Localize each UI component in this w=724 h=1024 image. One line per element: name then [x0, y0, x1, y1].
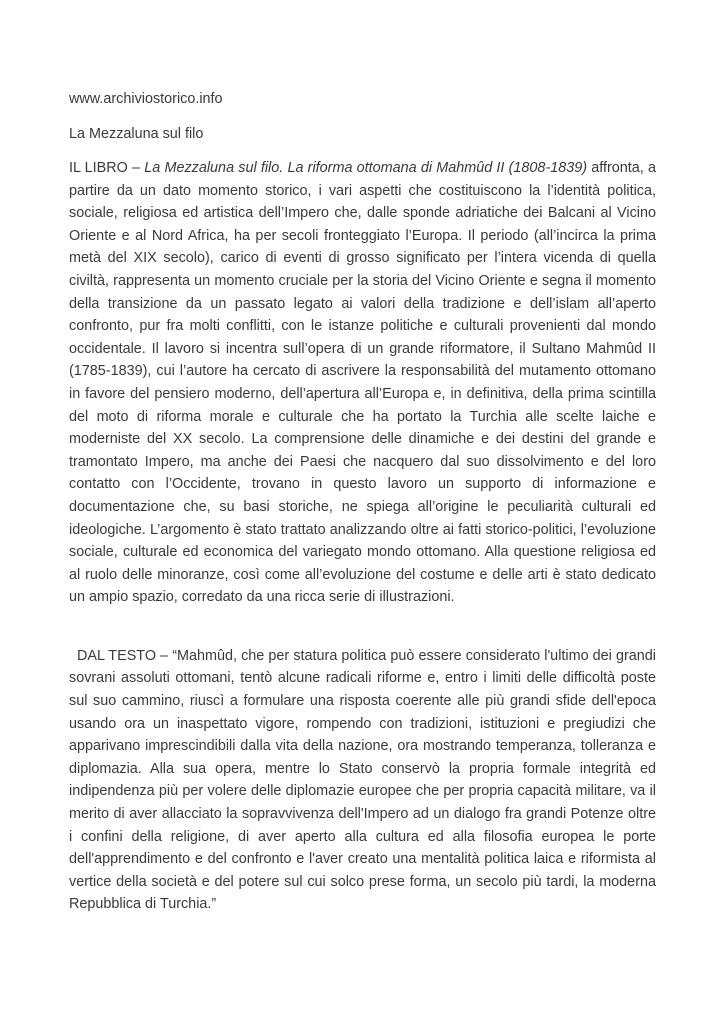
site-url: www.archiviostorico.info — [69, 91, 223, 107]
book-description-paragraph — [69, 157, 656, 609]
book-title: La Mezzaluna sul filo. La riforma ottomana di Mahmûd II (1808-1839) — [144, 160, 588, 176]
book-lead-label: IL LIBRO – — [69, 160, 145, 176]
document-title: La Mezzaluna sul filo — [69, 125, 204, 142]
document-page — [69, 88, 656, 916]
book-description-body: affronta, a partire da un dato momento storico, i vari aspetti che costituiscono la l’identità politica, sociale, religiosa ed artistica dell’Impero che, dalle sponde adriatiche dei Balcani al Vicino Oriente e al Nord Africa, ha per secoli fronteggiato l’Europa. Il periodo (all’incirca la prima metà del XIX secolo), carico di eventi di grosso significato per l’intera vicenda di quella civiltà, rappresenta un momento cruciale per la storia del Vicino Oriente e segna il momento della transizione da un passato legato ai valori della tradizione e dell’islam all’aperto confronto, pur fra molti conflitti, con le istanze politiche e culturali provenienti dal mondo occidentale. Il lavoro si incentra sull’opera di un grande riformatore, il Sultano Mahmûd II (1785-1839), cui l’autore ha cercato di ascrivere la responsabilità del mutamento ottomano in favore del pensiero moderno, dell’apertura all’Europa e, in definitiva, della prima scintilla del moto di riforma morale e culturale che ha portato la Turchia alle scelte laiche e moderniste del XX secolo. La comprensione delle dinamiche e dei destini del grande e tramontato Impero, ma anche dei Paesi che nacquero dal suo dissolvimento e del loro contatto con l’Occidente, trovano in questo lavoro un supporto di informazione e documentazione che, su basi storiche, ne spiega all’origine le peculiarità culturali ed ideologiche. L’argomento è stato trattato analizzando oltre ai fatti storico-politici, l’evoluzione sociale, culturale ed economica del variegato mondo ottomano. Alla questione religiosa ed al ruolo delle minoranze, così come all’evoluzione del costume e delle arti è stato dedicato un ampio spazio, corredato da una ricca serie di illustrazioni. — [69, 160, 656, 606]
excerpt-paragraph: DAL TESTO – “Mahmûd, che per statura politica può essere considerato l'ultimo dei grandi sovrani assoluti ottomani, tentò alcune radicali riforme e, entro i limiti delle difficoltà poste sul suo cammino, riuscì a formulare una risposta coerente alle più grandi sfide dell'epoca usando ora un inaspettato vigore, rompendo con tradizioni, istituzioni e pregiudizi che apparivano imprescindibili dalla vita della nazione, ora mostrando temperanza, tolleranza e diplomazia. Alla sua opera, mentre lo Stato conservò la propria formale integrità ed indipendenza più per volere delle diplomazie europee che per propria capacità militare, va il merito di aver allacciato la sopravvivenza dell'Impero ad un dialogo fra grandi Potenze oltre i confini della religione, di aver aperto alla cultura ed alla filosofia europea le porte dell'apprendimento e del confronto e l'aver creato una mentalità politica laica e riformista al vertice della società e del potere sul cui solco prese forma, un secolo più tardi, la moderna Repubblica di Turchia.” — [69, 647, 656, 913]
